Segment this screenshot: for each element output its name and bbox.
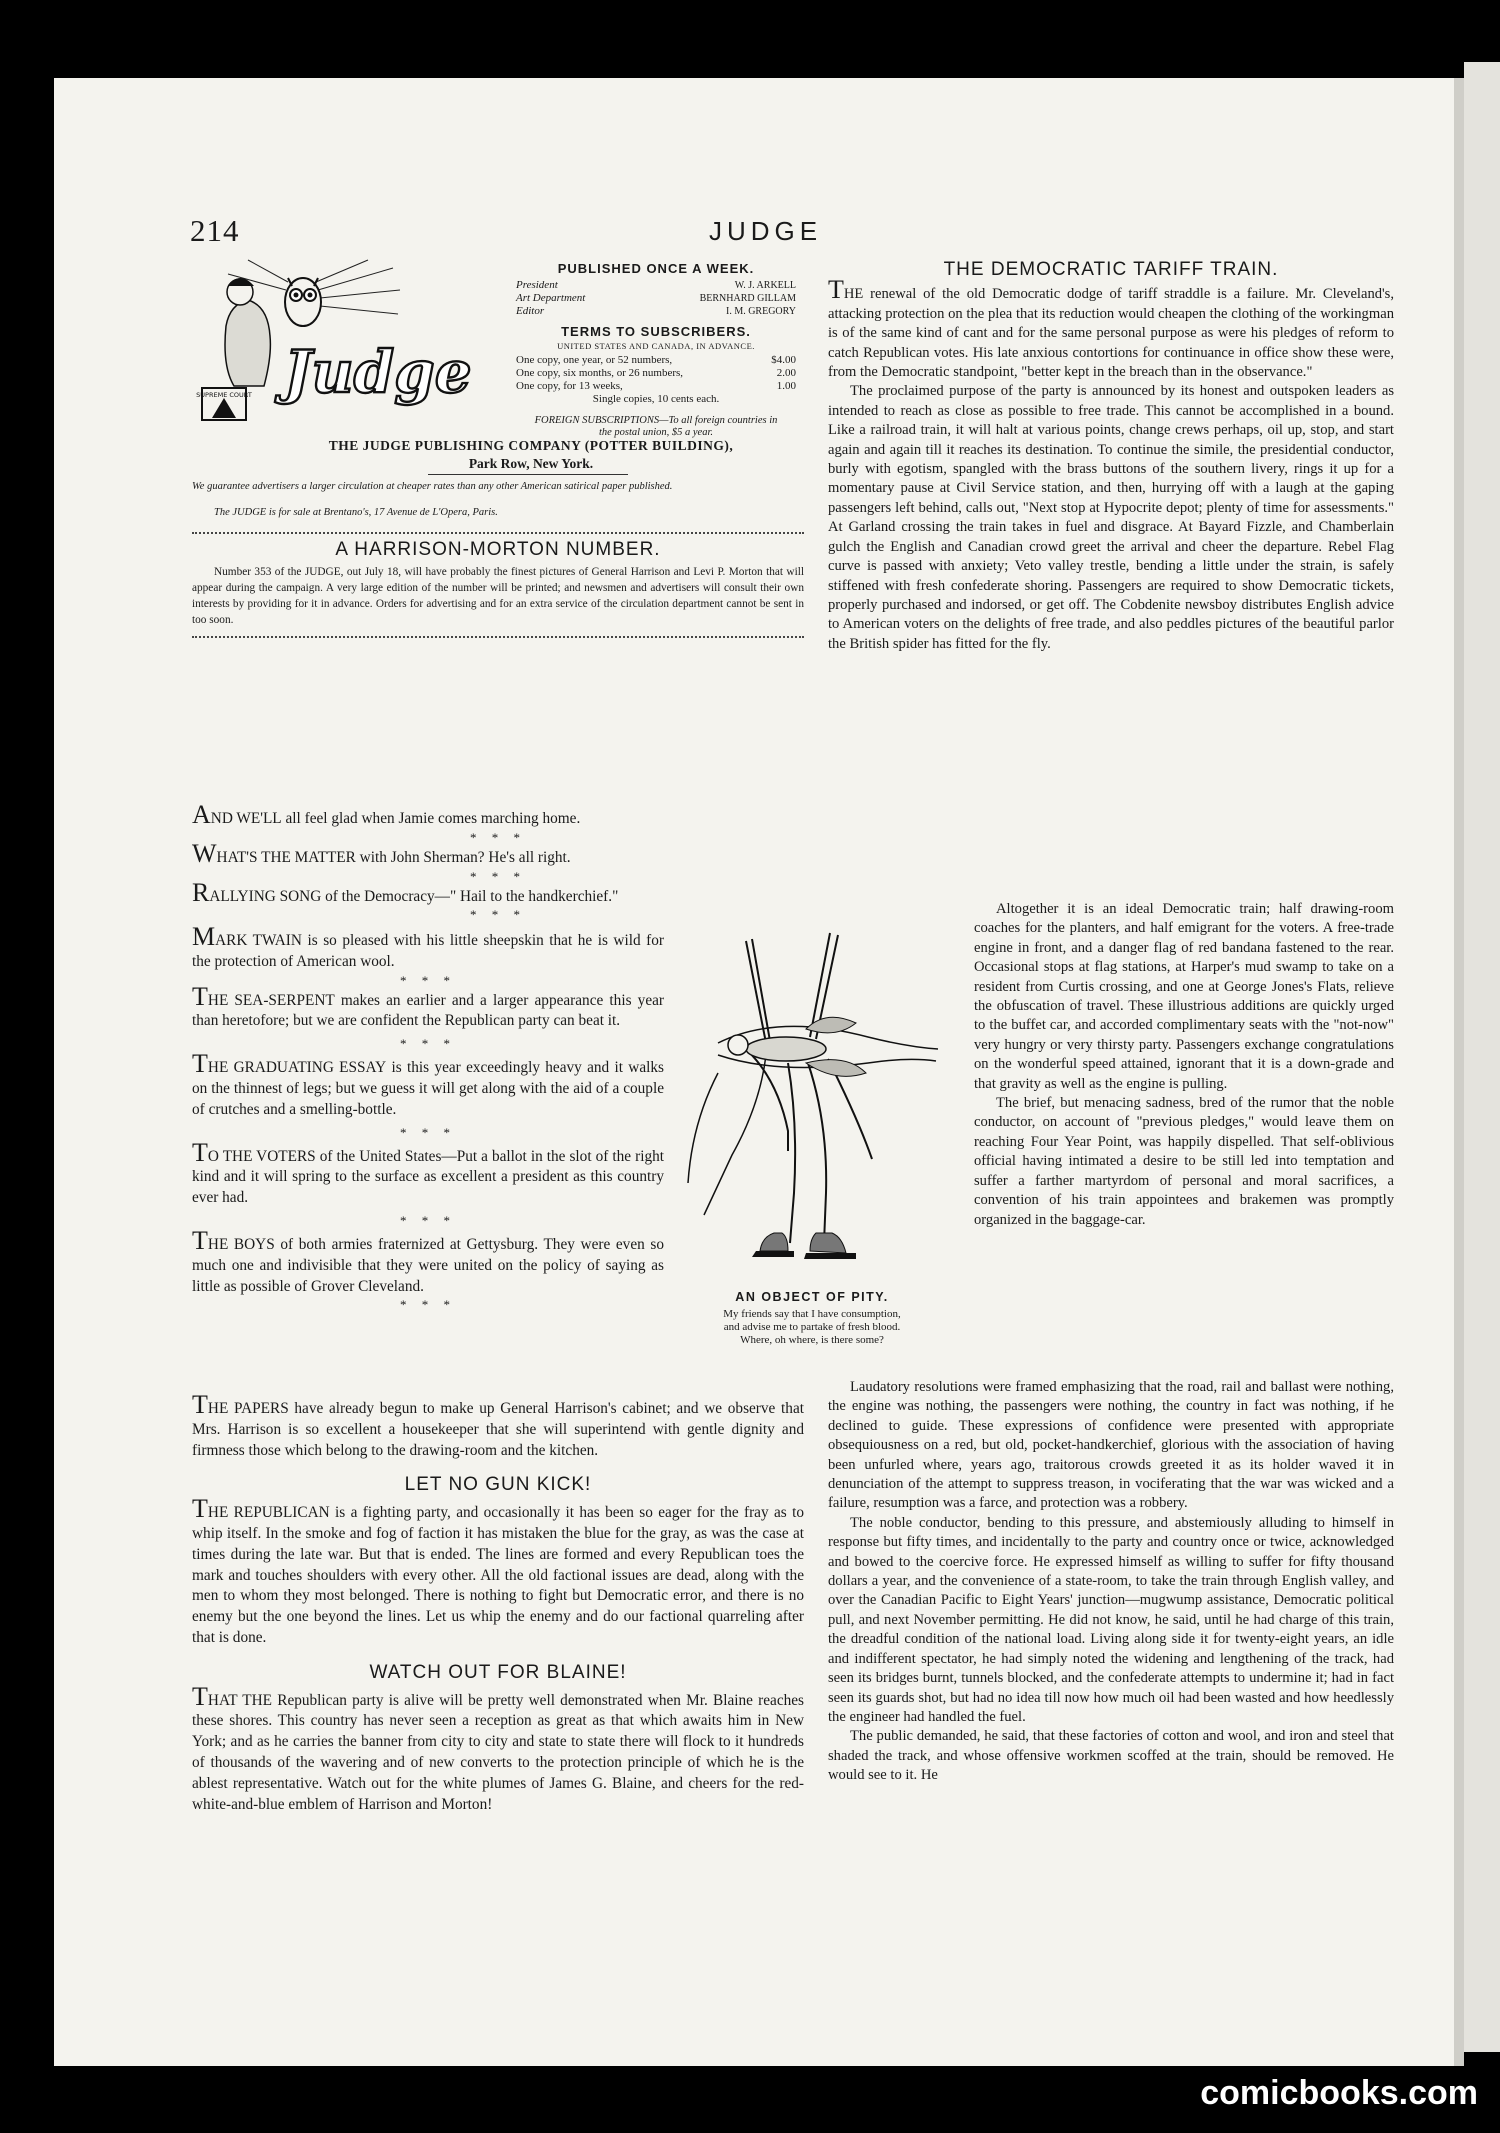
paragraph-column <box>192 800 804 923</box>
published-line: PUBLISHED ONCE A WEEK. <box>557 261 755 276</box>
rate-text: One copy, one year, or 52 numbers, <box>516 354 673 366</box>
body-text: of the United States—Put a ballot in the slot of the right kind and it will spring to the surface as excellent a president as this country ever had. <box>192 1147 664 1207</box>
officer-role: President <box>516 279 558 291</box>
paragraph-mark-twain <box>192 922 664 973</box>
paragraph-graduating-essay <box>192 1049 664 1120</box>
gun-kick-body <box>192 1494 804 1649</box>
left-column <box>192 540 804 638</box>
publisher-address: Park Row, New York. <box>468 456 594 471</box>
lead-words: HE GRADUATING ESSAY <box>207 1059 387 1077</box>
illustration-caption <box>678 1308 946 1347</box>
mosquito-cartoon-icon <box>678 933 946 1283</box>
officer-role: Art Department <box>516 292 586 304</box>
tariff-paragraph-6: The noble conductor, bending to this pressure, and abstemiously alluding to himself in response but fifty times, and incidentally to the party and country once or twice, acknowledged and bowed to the coercive force. He expressed himself as willing to suffer for fifty thousand dollars a year, and the convenience of a state-room, to take the train through English valley, and over the Canadian Pacific to Eight Years' junction—mugwump assistance, Democratic political pull, and next November permitting. He did not know, he said, until he had charge of this train, the dreadful condition of the national load. Living along side it for twenty-eight years, an idle and indifferent spectator, he had simply noted the widening and lengthening of the track, had seen its bridges burnt, tunnels blocked, and the confederate attempts to undermine it; had in fact seen its guards shot, but had no idea till now how much oil had been wasted and how heedlessly the engineer had handled the fuel. <box>828 1514 1394 1725</box>
drop-cap: T <box>192 1494 208 1524</box>
section-stars: * * * <box>400 1036 456 1052</box>
officer-name: I. M. GREGORY <box>725 306 796 317</box>
magazine-page <box>54 78 1454 2066</box>
paragraph-boys <box>192 1225 664 1297</box>
caption-line: My friends say that I have consumption, <box>723 1308 901 1320</box>
masthead-divider <box>192 526 804 534</box>
harrison-morton-notice: Number 353 of the JUDGE, out July 18, will have probably the finest pictures of General Harrison and Levi P. Morton that will appear during the campaign. A very large edition of the number will be printed; and newsmen and advertisers will consult their own interests by providing for it in advance. Orders for advertising and for an extra service of the circulation department cannot be sent in too soon. <box>192 565 804 626</box>
rate-row <box>516 380 796 393</box>
body-text: of both armies fraternized at Gettysburg. They were even so much one and indivisible that they were united on the policy of saying as little as possible of Grover Cleveland. <box>192 1235 664 1295</box>
foreign-subscriptions: FOREIGN SUBSCRIPTIONS—To all foreign countries in the postal union, $5 a year. <box>534 415 778 438</box>
logo-wordmark: Judge <box>284 338 472 406</box>
officer-role: Editor <box>516 305 545 317</box>
drop-cap: T <box>192 1225 208 1255</box>
rate-price: 2.00 <box>776 367 796 379</box>
lower-left-column <box>192 1390 804 1815</box>
rate-price: 1.00 <box>776 380 796 392</box>
body-text: of the Democracy—" Hail to the handkerchief." <box>321 887 619 905</box>
section-stars: * * * <box>470 829 526 845</box>
section-stars: * * * <box>470 907 526 923</box>
tariff-paragraph-3: Altogether it is an ideal Democratic train; half drawing-room coaches for the planters, and half emigrant for the voters. A free-trade engine in front, and a danger flag of red bandana fastened to the rear. Occasional stops at flag stations, at Harper's mud swamp to take on a resident from Curtis crossing, and one at George Jones's Flats, relieve the obfuscation of travel. These illustrious additions are quickly urged to the buffet car, and accorded complimentary seats with the "not-now" very hungry or very thirsty party. Passengers exchange congratulations on the wonderful speed attained, ignorant that it is a down-grade and that gravity as well as the engine is pulling. <box>974 901 1394 1092</box>
drop-cap: T <box>192 1049 208 1079</box>
paragraph-jamie <box>192 800 804 830</box>
logo-box-text: SUPREME COURT <box>196 391 252 399</box>
body-text: have already begun to make up General Harrison's cabinet; and we observe that Mrs. Harrison is so excellent a housekeeper that she will superintend with gentle dignity and firmness those which belong to the drawing-room and the kitchen. <box>192 1400 804 1459</box>
watermark: comicbooks.com <box>1200 2074 1478 2112</box>
drop-cap: T <box>828 275 844 305</box>
drop-cap: R <box>192 877 210 907</box>
masthead-logo <box>188 260 472 436</box>
lead-words: HE BOYS <box>207 1235 275 1253</box>
drop-cap: W <box>192 838 217 868</box>
lead-words: HE REPUBLICAN <box>207 1504 330 1522</box>
page-edge-shadow <box>1454 78 1464 2066</box>
body-text: renewal of the old Democratic dodge of tariff straddle is a failure. Mr. Cleveland's, attacking protection on the plea that its reduction would cheapen the clothing of the workingman is of the same kind of cant and for the same personal purpose as were his pledges of reform to catch Republican votes. His late anxious contortions for continuance in office show these were, from the Democratic standpoint, "better kept in the breach than in the observance." <box>828 286 1394 381</box>
next-page-edge <box>1464 62 1500 2052</box>
section-stars: * * * <box>400 1212 456 1228</box>
lead-words: ND WE'LL <box>210 810 282 827</box>
tariff-paragraph-5: Laudatory resolutions were framed emphasizing that the road, rail and ballast were nothing, the engine was nothing, the passengers were nothing, the country in fact was nothing, if he declined to guide. These expressions of confidence were presented with appropriate obsequiousness on a red, but old, pocket-handkerchief, glorious with the association of having been unfurled where, years ago, traitorous crowds greeted it as its holder waved it in denunciation of the attempt to suppress treason, in vociferating that the war was wicked and a failure, resumption was a farce, and protection was a robbery. <box>828 1379 1394 1512</box>
masthead-rule <box>428 474 628 475</box>
rate-row <box>516 354 796 367</box>
lead-words: HE <box>843 286 864 303</box>
officer-row <box>516 279 796 292</box>
guarantee-note: We guarantee advertisers a larger circulation at cheaper rates than any other American satirical paper published. <box>192 481 673 492</box>
lead-words: HE SEA-SERPENT <box>207 991 335 1009</box>
section-stars: * * * <box>400 972 456 988</box>
paragraph-sea-serpent <box>192 981 664 1033</box>
drop-cap: T <box>192 1390 208 1419</box>
tariff-paragraph-2: The proclaimed purpose of the party is announced by its honest and outspoken leaders as intended to reach as close as possible to free trade. This cannot be accomplished in a bound. Like a railroad train, it will halt at various points, change crews perhaps, oil up, stop, and start again and again till it reaches its destination. To continue the simile, the presidential conductor, burly with egotism, spangled with the brass buttons of the southern livery, rings it up for a momentary pause at Civil Service station, and then, hurrying off with a laugh at the gaping passengers left behind, calls out, "Next stop at Hypocrite depot; plenty of time for assessments." At Garland crossing the train takes in fuel and disgrace. At Bayard Fizzle, and Chamberlain gulch the English and Canadian crowd greet the arrival and cheer the departure. Rebel Flag curve is passed with anxiety; Veto valley trestle, bending a little under the strain, is safely stiffened with fresh confederate shoring. Passengers are required to show Democratic tickets, properly purchased and indorsed, or get off. The Cobdenite newsboy distributes English advice to American voters on the delights of free trade, and also peddles pictures of the beautiful parlor the British spider has fitted for the fly. <box>828 383 1394 652</box>
gun-kick-heading: LET NO GUN KICK! <box>404 1474 592 1496</box>
rate-row <box>516 367 796 380</box>
body-text: with John Sherman? He's all right. <box>355 848 571 866</box>
tariff-heading: THE DEMOCRATIC TARIFF TRAIN. <box>943 259 1279 280</box>
running-head: JUDGE <box>709 216 823 246</box>
officer-row <box>516 292 796 305</box>
terms-title: TERMS TO SUBSCRIBERS. <box>561 324 751 339</box>
section-stars: * * * <box>400 1297 456 1313</box>
harrison-morton-heading: A HARRISON-MORTON NUMBER. <box>335 539 661 560</box>
rate-text: One copy, six months, or 26 numbers, <box>516 367 684 379</box>
rate-text: One copy, for 13 weeks, <box>516 380 623 392</box>
section-stars: * * * <box>400 1124 456 1140</box>
drop-cap: M <box>192 922 216 951</box>
tariff-paragraph-4: The brief, but menacing sadness, bred of the rumor that the noble conductor, on account of "previous pledges," would leave them on reaching Four Year Point, was happily dispelled. That self-oblivious official having intimated a desire to be still led into temptation and suffer a farther martyrdom of personal and moral sacrifices, a convention of his train appointees and brakemen was promptly organized in the baggage-car. <box>974 1095 1394 1228</box>
paragraph-rallying-song <box>192 877 804 908</box>
lead-words: ARK TWAIN <box>215 932 302 949</box>
caption-line: Where, oh where, is there some? <box>740 1334 884 1346</box>
paragraph-voters <box>192 1137 664 1209</box>
tariff-paragraph-7: The public demanded, he said, that these factories of cotton and wool, and iron and steel that shaded the track, and whose offensive workmen scoffed at the train, should be removed. He would see to it. He <box>828 1728 1394 1784</box>
lead-words: O THE VOTERS <box>207 1147 316 1165</box>
paragraph-sherman <box>192 838 804 869</box>
object-of-pity-illustration <box>678 933 946 1346</box>
caption-line: and advise me to partake of fresh blood. <box>723 1321 901 1333</box>
lead-words: ALLYING SONG <box>209 887 322 905</box>
rates-list <box>516 354 796 393</box>
tariff-article-top <box>828 260 1394 654</box>
paragraph-papers <box>192 1390 804 1461</box>
body-text: all feel glad when Jamie comes marching home. <box>281 810 581 827</box>
judge-logo-icon <box>188 260 472 436</box>
tariff-article-narrow <box>974 900 1394 1230</box>
body-text: is a fighting party, and occasionally it has been so eager for the fray as to whip itself. In the smoke and fog of faction it has mistaken the blue for the gray, as was the case at times during the late war. But that is ended. The lines are formed and every Republican toes the mark and touches shoulders with every other. All the old factional issues are dead, along with the men to whom they most belonged. There is nothing to fight but Democratic error, and there is no enemy but the one beyond the lines. Let us whip the enemy and do our factional quarreling after that is done. <box>192 1504 804 1646</box>
page-number: 214 <box>190 213 240 248</box>
terms-subtitle: UNITED STATES AND CANADA, IN ADVANCE. <box>557 341 755 351</box>
single-copy-price: Single copies, 10 cents each. <box>592 393 720 405</box>
blaine-heading: WATCH OUT FOR BLAINE! <box>369 1661 627 1683</box>
lead-words: HAT THE <box>207 1691 273 1709</box>
officer-name: W. J. ARKELL <box>734 280 796 291</box>
officer-row <box>516 305 796 318</box>
publisher-line: THE JUDGE PUBLISHING COMPANY (POTTER BUILDING), <box>328 438 734 453</box>
lead-words: HE PAPERS <box>207 1400 289 1417</box>
drop-cap: T <box>192 1137 208 1167</box>
paris-sale-note: The JUDGE is for sale at Brentano's, 17 Avenue de L'Opera, Paris. <box>214 507 498 518</box>
notice-divider <box>192 630 804 638</box>
tariff-paragraph-1 <box>828 275 1394 382</box>
drop-cap: T <box>192 981 208 1011</box>
rate-price: $4.00 <box>771 354 796 366</box>
officer-name: BERNHARD GILLAM <box>699 293 796 304</box>
body-text: makes an earlier and a larger appearance this year than heretofore; but we are confident the Republican party can beat it. <box>192 991 664 1030</box>
illustration-caption-title: AN OBJECT OF PITY. <box>735 1290 889 1304</box>
drop-cap: T <box>192 1681 208 1711</box>
body-text: is so pleased with his little sheepskin that he is wild for the protection of American wool. <box>192 932 664 970</box>
masthead-info <box>516 261 796 439</box>
body-text: is this year exceedingly heavy and it walks on the thinnest of legs; but we guess it will get along with the aid of a couple of crutches and a smelling-bottle. <box>192 1059 664 1118</box>
tariff-article-bottom <box>828 1378 1394 1786</box>
officers-list <box>516 279 796 318</box>
drop-cap: A <box>192 800 211 829</box>
lead-words: HAT'S THE MATTER <box>216 848 356 866</box>
body-text: Republican party is alive will be pretty well demonstrated when Mr. Blaine reaches these shores. This country has never seen a reception as great as that which awaits him in New York; and as he carries the banner from city to city and state to state there will flock to it hundreds of thousands of the wavering and of new converts to the protection principle of which he is the ablest representative. Watch out for the white plumes of James G. Blaine, and cheers for the red-white-and-blue emblem of Harrison and Morton! <box>192 1691 804 1813</box>
section-stars: * * * <box>470 868 526 884</box>
blaine-body <box>192 1681 804 1816</box>
narrow-column <box>192 922 664 1313</box>
